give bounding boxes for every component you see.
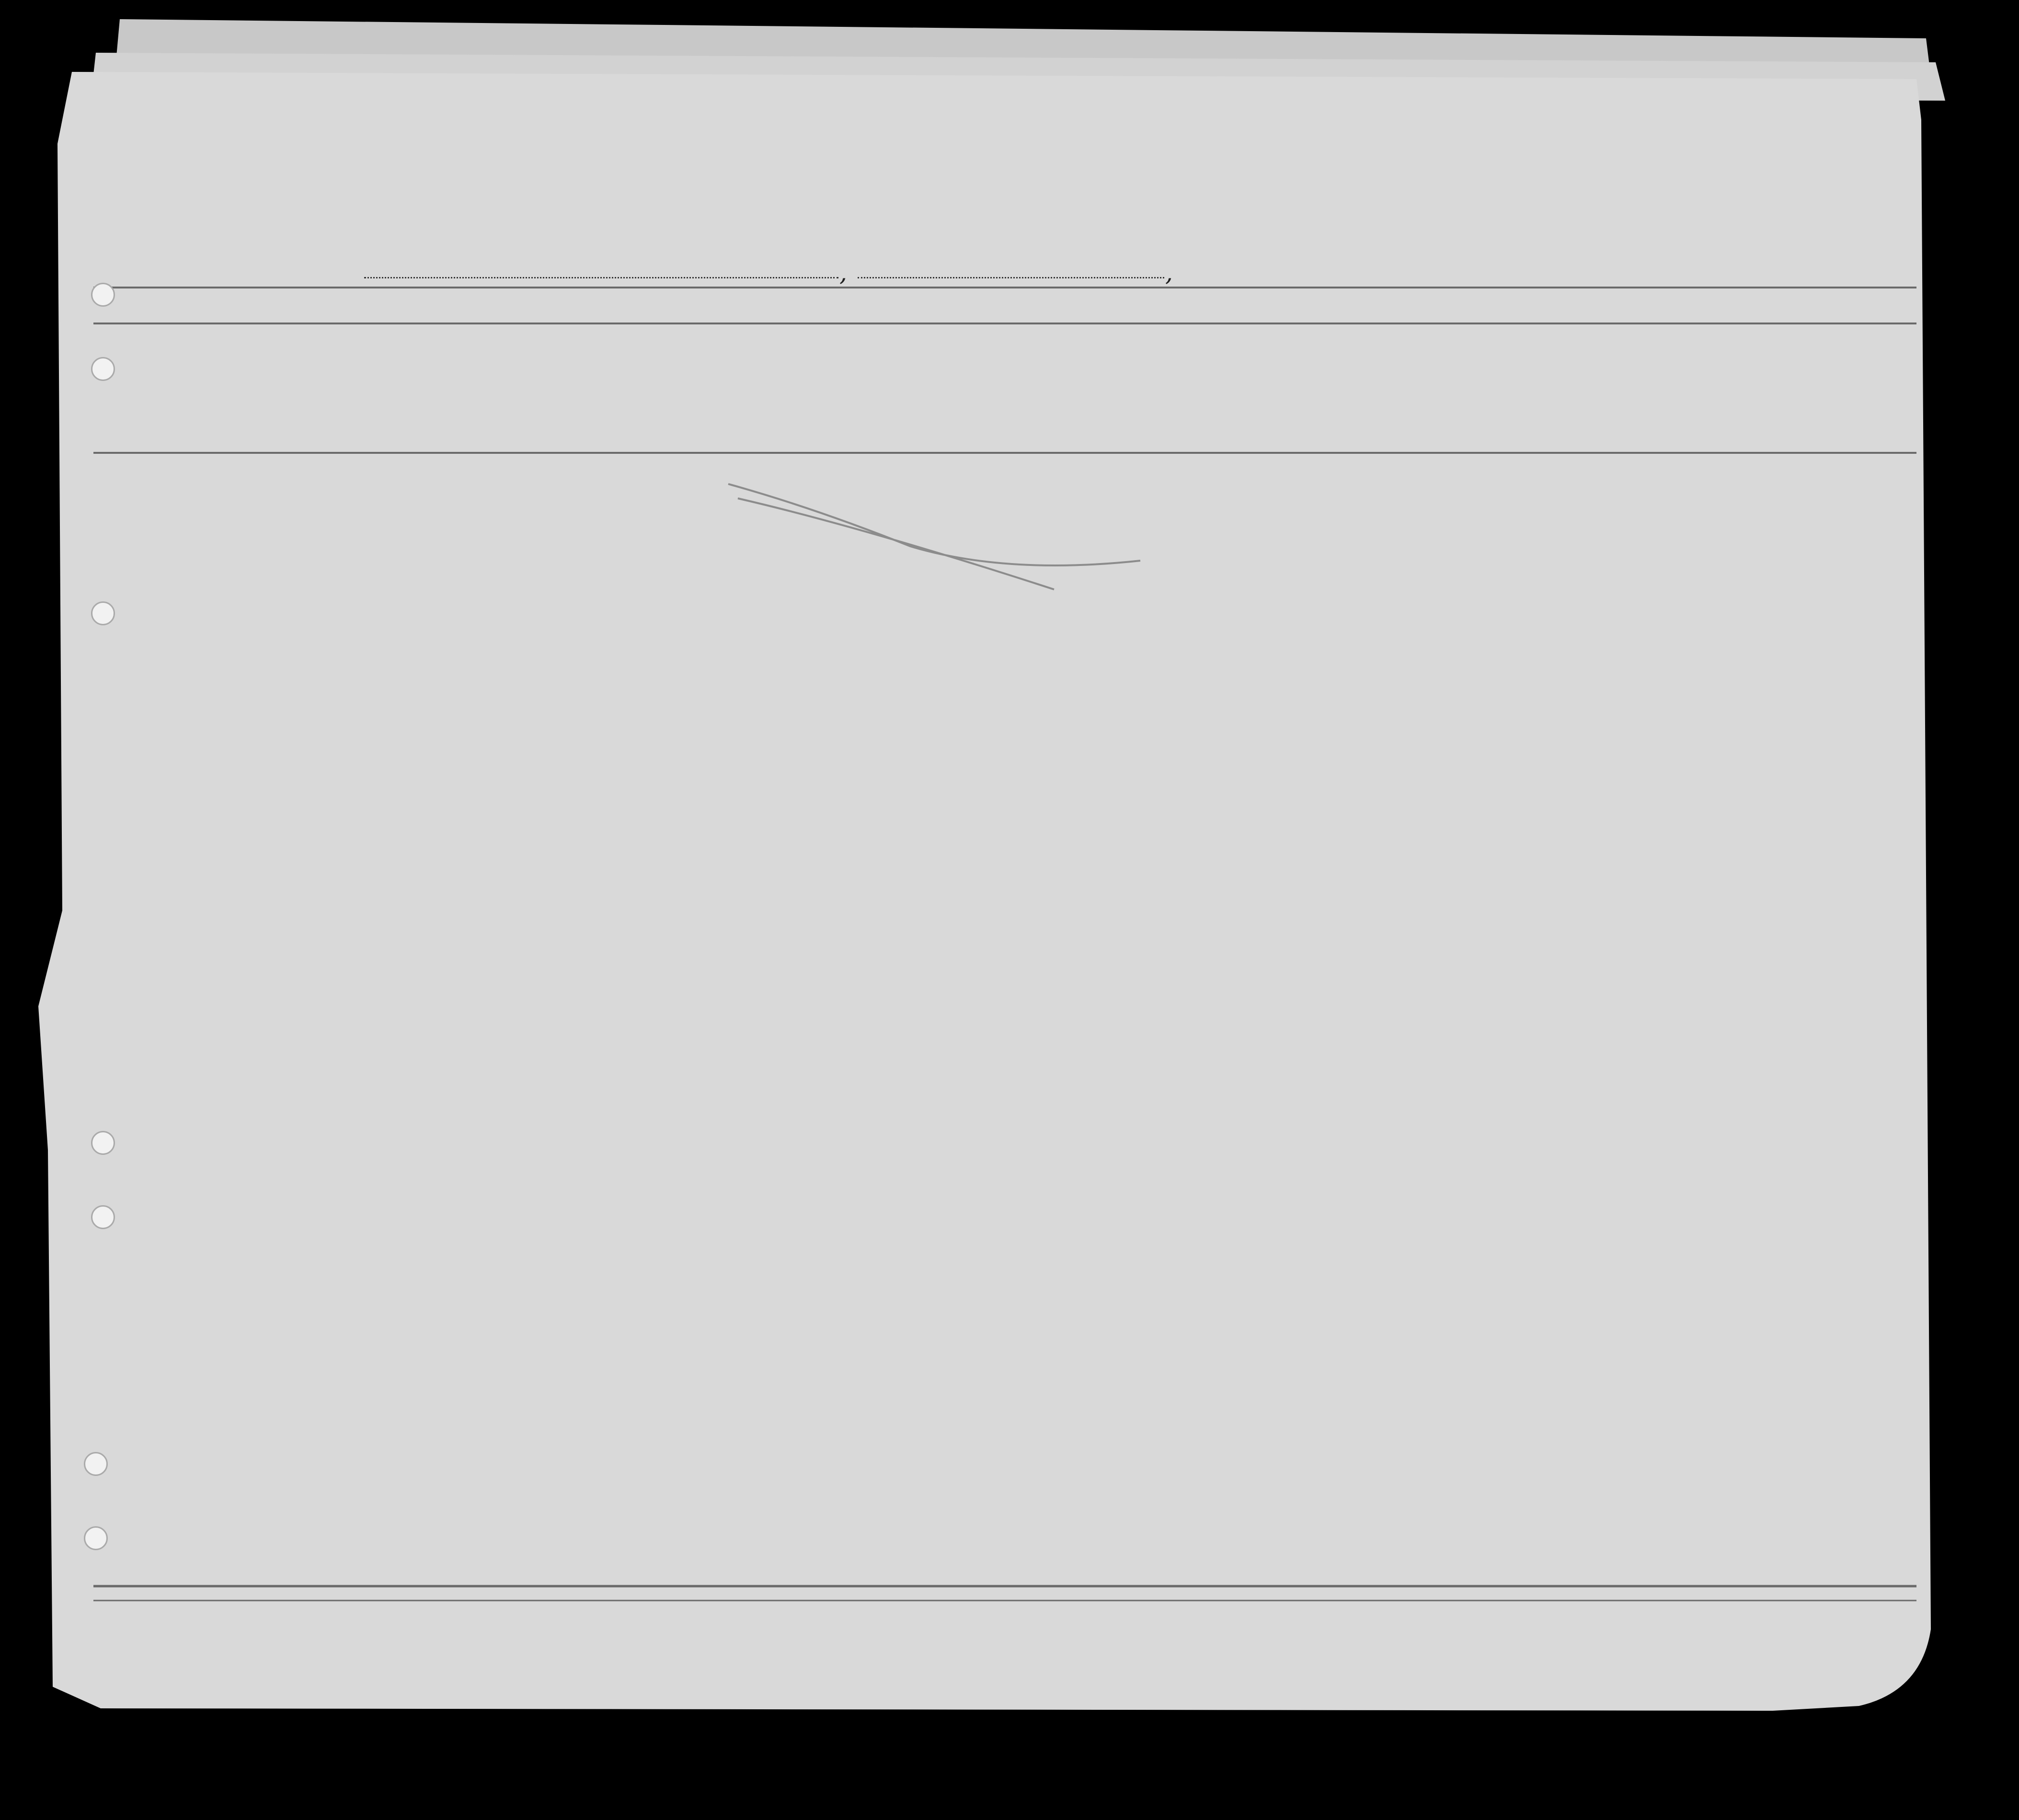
- date-underline: [858, 277, 1164, 278]
- paper-sheet: [38, 72, 1931, 1711]
- comma: ,: [839, 259, 847, 287]
- punch-hole: [91, 283, 115, 307]
- comma: ,: [1165, 259, 1173, 287]
- footer-note: [256, 1638, 1147, 1695]
- punch-hole: [91, 1131, 115, 1155]
- punch-hole: [91, 1205, 115, 1229]
- punch-hole: [84, 1452, 108, 1476]
- punch-hole: [84, 1526, 108, 1550]
- punch-hole: [91, 601, 115, 625]
- punch-hole: [91, 357, 115, 381]
- arriving-underline: [364, 277, 838, 278]
